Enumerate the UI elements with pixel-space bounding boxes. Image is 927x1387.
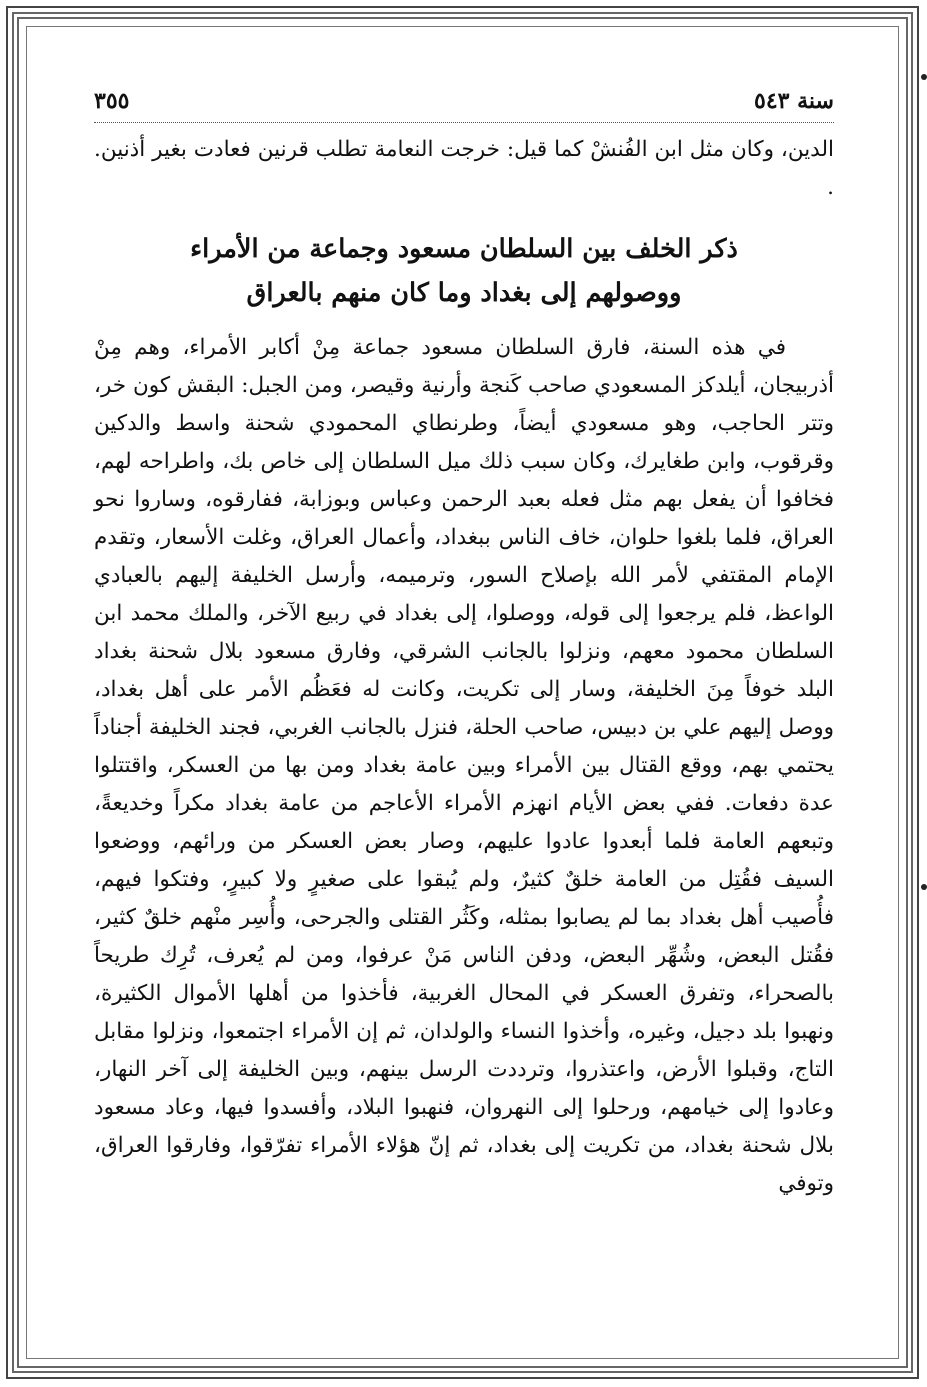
edge-dot-top bbox=[921, 74, 927, 80]
edge-dot-middle bbox=[921, 884, 927, 890]
page-content bbox=[94, 86, 834, 1326]
running-header bbox=[94, 86, 834, 123]
page-number: ٣٥٥ bbox=[94, 88, 130, 114]
section-heading-line-1: ذكر الخلف بين السلطان مسعود وجماعة من الأمراء bbox=[190, 234, 738, 264]
body-paragraph: في هذه السنة، فارق السلطان مسعود جماعة مِنْ أكابر الأمراء، وهم مِنْ أذربيجان، أيلدكز المسعودي صاحب كَنجة وأرنية وقيصر، ومن الجبل: البقش كون خر، وتتر الحاجب، وهو مسعودي أيضاً، وطرنطاي المحمودي شحنة واسط والدكين وقرقوب، وابن طغايرك، وكان سبب ذلك ميل السلطان إلى خاص بك، واطراحه لهم، فخافوا أن يفعل بهم مثل فعله بعبد الرحمن وعباس وبوزابة، ففارقوه، وساروا نحو العراق، فلما بلغوا حلوان، خاف الناس ببغداد، وأعمال العراق، وغلت الأسعار، وتقدم الإمام المقتفي لأمر الله بإصلاح السور، وترميمه، وأرسل الخليفة إليهم بالعبادي الواعظ، فلم يرجعوا إلى قوله، ووصلوا، إلى بغداد في ربيع الآخر، والملك محمد ابن السلطان محمود معهم، ونزلوا بالجانب الشرقي، وفارق مسعود بلال شحنة بغداد البلد خوفاً مِنَ الخليفة، وسار إلى تكريت، وكانت له فعَظُم الأمر على أهل بغداد، ووصل إليهم علي بن دبيس، صاحب الحلة، فنزل بالجانب الغربي، فجند الخليفة أجناداً يحتمي بهم، ووقع القتال بين الأمراء وبين عامة بغداد ومن بها من العسكر، واقتتلوا عدة دفعات. ففي بعض الأيام انهزم الأمراء الأعاجم من عامة بغداد مكراً وخديعةً، وتبعهم العامة فلما أبعدوا عادوا عليهم، وصار بعض العسكر من ورائهم، ووضعوا السيف فقُتِل من العامة خلقٌ كثيرٌ، ولم يُبقوا على صغيرٍ ولا كبيرٍ، وفتكوا فيهم، فأُصيب أهل بغداد بما لم يصابوا بمثله، وكَثُر القتلى والجرحى، وأُسِر منْهم خلقٌ كثير، فقُتل البعض، وشُهِّر البعض، ودفن الناس مَنْ عرفوا، ومن لم يُعرف، تُرِك طريحاً بالصحراء، وتفرق العسكر في المحال الغربية، فأخذوا من أهلها الأموال الكثيرة، ونهبوا بلد دجيل، وغيره، وأخذوا النساء والولدان، ثم إن الأمراء اجتمعوا، ونزلوا مقابل التاج، وقبلوا الأرض، واعتذروا، وترددت الرسل بينهم، وبين الخليفة إلى آخر النهار، وعادوا إلى خيامهم، ورحلوا إلى النهروان، فنهبوا البلاد، وأفسدوا فيها، وعاد مسعود بلال شحنة بغداد، من تكريت إلى بغداد، ثم إنّ هؤلاء الأمراء تفرّقوا، وفارقوا العراق، وتوفي bbox=[94, 335, 834, 1196]
header-year: سنة ٥٤٣ bbox=[754, 88, 834, 114]
section-heading bbox=[94, 227, 834, 315]
opening-paragraph: الدين، وكان مثل ابن الفُنشْ كما قيل: خرجت النعامة تطلب قرنين فعادت بغير أذنين. . bbox=[94, 137, 834, 200]
section-heading-line-2: ووصولهم إلى بغداد وما كان منهم بالعراق bbox=[246, 278, 682, 308]
